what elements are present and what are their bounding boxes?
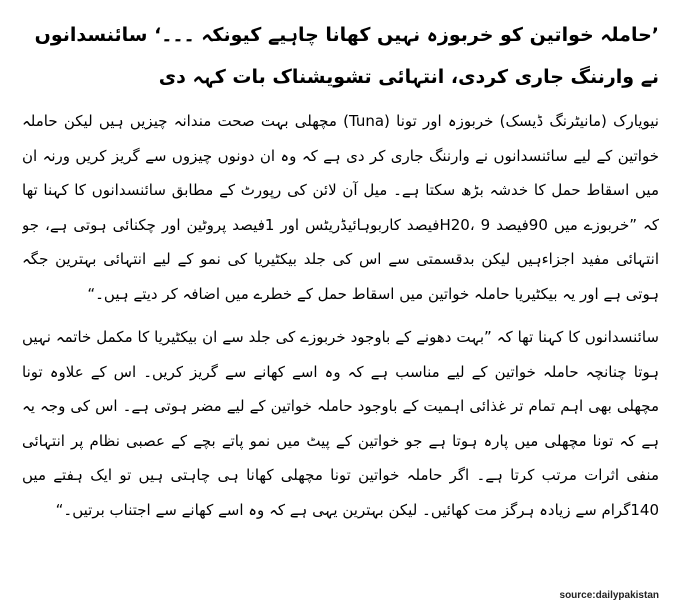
source-credit: source:dailypakistan: [559, 590, 659, 601]
article-paragraph-1: نیویارک (مانیٹرنگ ڈیسک) خربوزہ اور تونا (Tuna) مچھلی بہت صحت مندانہ چیزیں ہیں لیکن حاملہ خواتین کے لیے سائنسدانوں نے وارننگ جاری کر دی ہے کہ وہ ان دونوں چیزوں سے گریز کریں ورنہ ان میں اسقاط حمل کا خدشہ بڑھ سکتا ہے۔ میل آن لائن کی رپورٹ کے مطابق سائنسدانوں کا کہنا تھا کہ ”خربوزے میں 90فیصد H20، 9فیصد کاربوہائیڈریٹس اور 1فیصد پروٹین اور چکنائی ہوتی ہے، جو انتہائی مفید اجزاءہیں لیکن بدقسمتی سے اس کی جلد بیکٹیریا کی نمو کے لیے انتہائی بہترین جگہ ہوتی ہے اور یہ بیکٹیریا حاملہ خواتین میں اسقاط حمل کے خطرے میں اضافہ کر دیتے ہیں۔“: [22, 112, 659, 303]
article-title: ’حاملہ خواتین کو خربوزہ نہیں کھانا چاہیے کیونکہ ۔۔۔‘ سائنسدانوں نے وارننگ جاری کردی، انتہائی تشویشناک بات کہہ دی: [34, 24, 659, 88]
article-paragraph-2: سائنسدانوں کا کہنا تھا کہ ”بہت دھونے کے باوجود خربوزے کی جلد سے ان بیکٹیریا کا مکمل خاتمہ نہیں ہوتا چنانچہ حاملہ خواتین کے لیے مناسب ہے کہ وہ اسے کھانے سے گریز کریں۔ اس کے علاوہ تونا مچھلی بھی اہم تمام تر غذائی اہمیت کے باوجود حاملہ خواتین کے لیے مضر ہوتی ہے۔ اس کی وجہ یہ ہے کہ تونا مچھلی میں پارہ ہوتا ہے جو خواتین کے پیٹ میں نمو پاتے بچے کے عصبی نظام پر انتہائی منفی اثرات مرتب کرتا ہے۔ اگر حاملہ خواتین تونا مچھلی کھانا ہی چاہتی ہیں تو ایک ہفتے میں 140گرام سے زیادہ ہرگز مت کھائیں۔ لیکن بہترین یہی ہے کہ وہ اسے کھانے سے اجتناب برتیں۔“: [22, 328, 659, 519]
